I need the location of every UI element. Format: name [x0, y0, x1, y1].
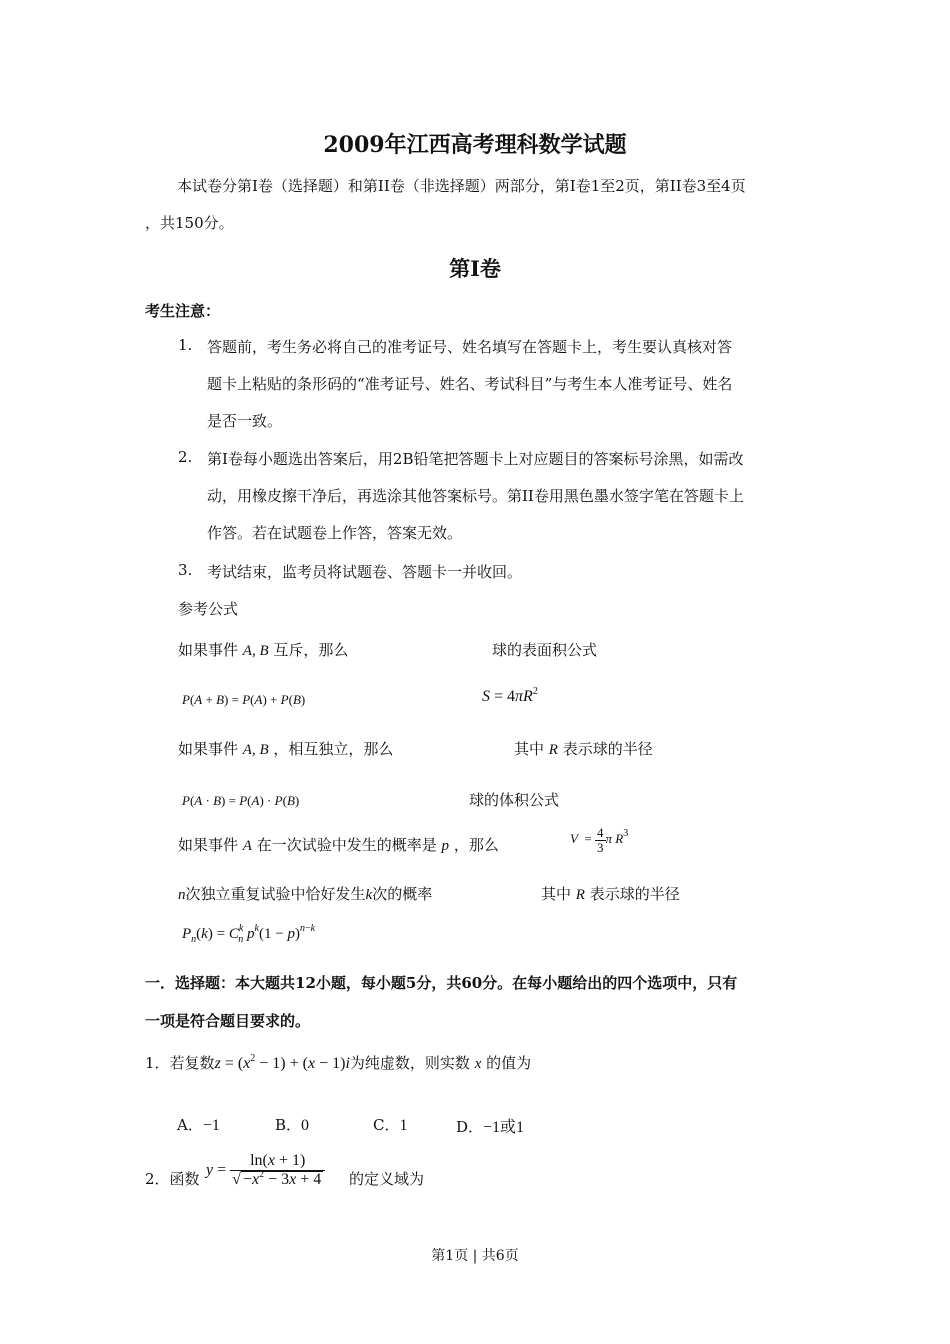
notice-item-line: 作答。若在试题卷上作答，答案无效。: [207, 524, 463, 542]
formula-text-event-probability: 如果事件 A 在一次试验中发生的概率是 p ，那么: [178, 836, 499, 854]
formula-sphere-volume: V = $\frac{4}{3}$ π $R^3$: [570, 825, 629, 855]
notice-item-line: 第I卷每小题选出答案后，用2B铅笔把答题卡上对应题目的答案标号涂黑，如需改: [207, 450, 744, 468]
notice-item-line: 答题前，考生务必将自己的准考证号、姓名填写在答题卡上，考生要认真核对答: [207, 338, 733, 356]
formula-binomial: $P_n(k) = C^k_n$ $p^k(1 - p)^{n-k}$: [182, 923, 316, 945]
section-title: 第I卷: [449, 256, 501, 281]
formula-sphere-area: $S = 4\pi R^2$: [482, 686, 538, 705]
formula-text-binomial: n次独立重复试验中恰好发生k次的概率: [178, 885, 433, 903]
option-a: A．−1: [177, 1116, 220, 1134]
formula-text-sphere-area: 球的表面积公式: [492, 641, 598, 659]
option-d: D．−1或1: [456, 1118, 525, 1136]
formulas-heading: 参考公式: [178, 600, 239, 618]
intro-line-2: ，共150分。: [145, 214, 234, 232]
intro-line-1: 本试卷分第I卷（选择题）和第II卷（非选择题）两部分，第I卷1至2页，第II卷3至4页: [177, 177, 746, 195]
page-footer: 第1页 | 共6页: [431, 1248, 519, 1264]
formula-text-radius-1: 其中 R 表示球的半径: [514, 740, 653, 758]
page-title: 2009年江西高考理科数学试题: [323, 132, 627, 158]
question-number: 2．: [145, 1170, 170, 1188]
question-1-formula: $z = (x^2 - 1) + (x - 1)i$: [214, 1053, 350, 1072]
notice-item-number: 1.: [178, 336, 193, 354]
formula-text-sphere-volume: 球的体积公式: [469, 791, 560, 809]
question-1: 1．若复数$z = (x^2 - 1) + (x - 1)i$为纯虚数，则实数 x 的值为: [145, 1053, 532, 1072]
option-b: B．0: [275, 1116, 310, 1134]
formula-text-radius-2: 其中 R 表示球的半径: [541, 885, 680, 903]
notice-item-line: 是否一致。: [207, 412, 283, 430]
notice-item-line: 考试结束，监考员将试题卷、答题卡一并收回。: [207, 563, 523, 581]
notice-item-number: 2.: [178, 448, 193, 466]
question-2-formula: y = $\frac{\ln(x + 1)}{√ -x^2 - 3x + 4}$: [206, 1153, 325, 1189]
notice-item-number: 3.: [178, 561, 193, 579]
question-number: 1．: [145, 1054, 170, 1072]
formula-text-independent: 如果事件 A, B ，相互独立，那么: [178, 740, 394, 758]
question-2-label: 2．函数: [145, 1170, 200, 1188]
notice-item-line: 题卡上粘贴的条形码的“准考证号、姓名、考试科目”与考生本人准考证号、姓名: [207, 375, 733, 393]
formula-sum-probability: P(A + B) = P(A) + P(B): [182, 692, 306, 707]
formula-text-exclusive: 如果事件 A, B 互斥，那么: [178, 641, 349, 659]
part-one-line-1: 一．选择题：本大题共12小题，每小题5分，共60分。在每小题给出的四个选项中，只有: [145, 974, 738, 992]
notice-item-line: 动，用橡皮擦干净后，再选涂其他答案标号。第II卷用黑色墨水签字笔在答题卡上: [207, 487, 744, 505]
question-2-text: 的定义域为: [349, 1170, 425, 1188]
formula-product-probability: P(A · B) = P(A) · P(B): [182, 793, 300, 808]
part-one-line-2: 一项是符合题目要求的。: [145, 1012, 311, 1030]
option-c: C．1: [373, 1116, 408, 1134]
notice-heading: 考生注意：: [145, 302, 221, 320]
